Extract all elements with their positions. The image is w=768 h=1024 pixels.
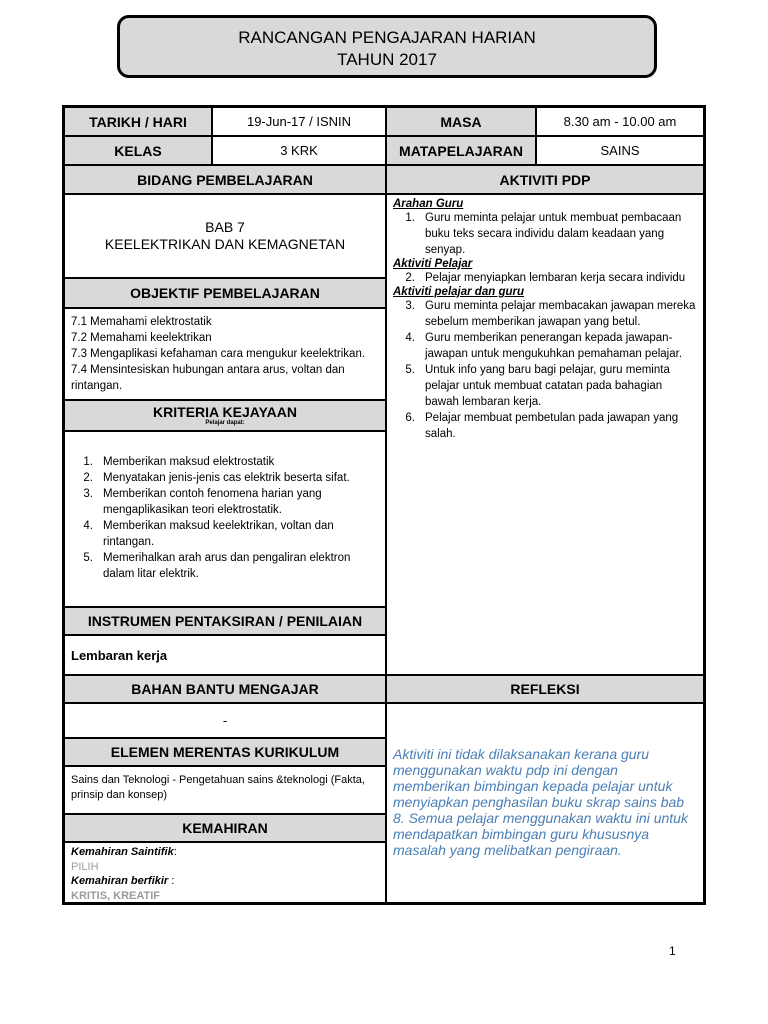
elemen-label: ELEMEN MERENTAS KURIKULUM: [64, 738, 386, 766]
tarikh-value: 19-Jun-17 / ISNIN: [212, 107, 386, 136]
bidang-label: BIDANG PEMBELAJARAN: [64, 165, 386, 194]
lesson-plan-table: [62, 105, 706, 905]
kelas-value: 3 KRK: [212, 136, 386, 165]
elemen-value: Sains dan Teknologi - Pengetahuan sains &teknologi (Fakta, prinsip dan konsep): [64, 766, 386, 814]
kemahiran-berfikir: Kemahiran berfikir :: [71, 875, 175, 887]
document-title-box: [117, 15, 657, 78]
kemahiran-berfikir-value: KRITIS, KREATIF: [71, 889, 161, 902]
aktiviti-pelajar-heading: Aktiviti Pelajar: [393, 258, 473, 270]
kemahiran-content: [64, 842, 386, 903]
bab-number: BAB 7: [205, 219, 245, 235]
bab-topic: KEELEKTRIKAN DAN KEMAGNETAN: [104, 236, 346, 252]
kelas-label: KELAS: [64, 136, 212, 165]
masa-label: MASA: [386, 107, 536, 136]
objektif-item: 7.1 Memahami elektrostatik: [71, 316, 212, 328]
aktiviti-label: AKTIVITI PDP: [386, 165, 704, 194]
kriteria-sublabel: Pelajar dapat:: [205, 420, 245, 426]
refleksi-label: REFLEKSI: [386, 675, 704, 703]
kemahiran-label: KEMAHIRAN: [64, 814, 386, 842]
refleksi-content: [386, 703, 704, 903]
aktiviti-item: 4. Guru memberikan penerangan kepada jawapan-jawapan untuk mengukuhkan pemahaman pelajar.: [405, 332, 683, 360]
instrumen-value: Lembaran kerja: [64, 635, 386, 675]
objektif-item: 7.2 Memahami keelektrikan: [71, 332, 212, 344]
objektif-label: OBJEKTIF PEMBELAJARAN: [64, 278, 386, 308]
document-year: TAHUN 2017: [337, 50, 437, 69]
aktiviti-item: 2. Pelajar menyiapkan lembaran kerja secara individu: [405, 272, 686, 284]
kriteria-label: KRITERIA KEJAYAAN: [153, 404, 297, 420]
aktiviti-pelajar-guru-heading: Aktiviti pelajar dan guru: [393, 286, 524, 298]
aktiviti-item: 1. Guru meminta pelajar untuk membuat pembacaan buku teks secara individu dalam keadaan yang senyap.: [405, 212, 682, 256]
matapelajaran-label: MATAPELAJARAN: [386, 136, 536, 165]
kriteria-item: 4. Memberikan maksud keelektrikan, voltan dan rintangan.: [83, 520, 334, 548]
aktiviti-item: 5. Untuk info yang baru bagi pelajar, guru meminta pelajar untuk membuat catatan pada bahagian bawah lembaran kerja.: [405, 364, 670, 408]
refleksi-text: Aktiviti ini tidak dilaksanakan kerana guru menggunakan waktu pdp ini dengan memberikan bimbingan kepada pelajar untuk menyiapkan penghasilan buku skrap sains bab 8. Semua pelajar menggunakan waktu ini untuk mendapatkan bimbingan guru khususnya masalah yang melibatkan pengiraan.: [393, 746, 688, 858]
bidang-content: [64, 194, 386, 278]
aktiviti-item: 3. Guru meminta pelajar membacakan jawapan mereka sebelum memberikan jawapan yang betul.: [405, 300, 696, 328]
bahan-value: -: [64, 703, 386, 738]
document-title: RANCANGAN PENGAJARAN HARIAN: [238, 28, 536, 47]
arahan-guru-heading: Arahan Guru: [393, 198, 464, 210]
bahan-label: BAHAN BANTU MENGAJAR: [64, 675, 386, 703]
aktiviti-item: 6. Pelajar membuat pembetulan pada jawapan yang salah.: [405, 412, 679, 440]
objektif-item: 7.4 Mensintesiskan hubungan antara arus, voltan dan rintangan.: [71, 364, 345, 392]
kriteria-item: 5. Memerihalkan arah arus dan pengaliran elektron dalam litar elektrik.: [83, 552, 351, 580]
kriteria-item: 3. Memberikan contoh fenomena harian yang mengaplikasikan teori elektrostatik.: [83, 488, 322, 516]
instrumen-label: INSTRUMEN PENTAKSIRAN / PENILAIAN: [64, 607, 386, 635]
tarikh-label: TARIKH / HARI: [64, 107, 212, 136]
kriteria-item: 2. Menyatakan jenis-jenis cas elektrik beserta sifat.: [83, 472, 350, 484]
matapelajaran-value: SAINS: [536, 136, 704, 165]
aktiviti-content: [386, 194, 704, 675]
masa-value: 8.30 am - 10.00 am: [536, 107, 704, 136]
kemahiran-saintifik: Kemahiran Saintifik:: [71, 846, 177, 858]
page-number: 1: [669, 944, 676, 958]
kriteria-item: 1. Memberikan maksud elektrostatik: [83, 456, 275, 468]
kriteria-header: [64, 400, 386, 431]
objektif-content: [64, 308, 386, 400]
kemahiran-saintifik-value: PILIH: [71, 860, 99, 873]
objektif-item: 7.3 Mengaplikasi kefahaman cara mengukur keelektrikan.: [71, 348, 366, 360]
kriteria-content: [64, 431, 386, 607]
